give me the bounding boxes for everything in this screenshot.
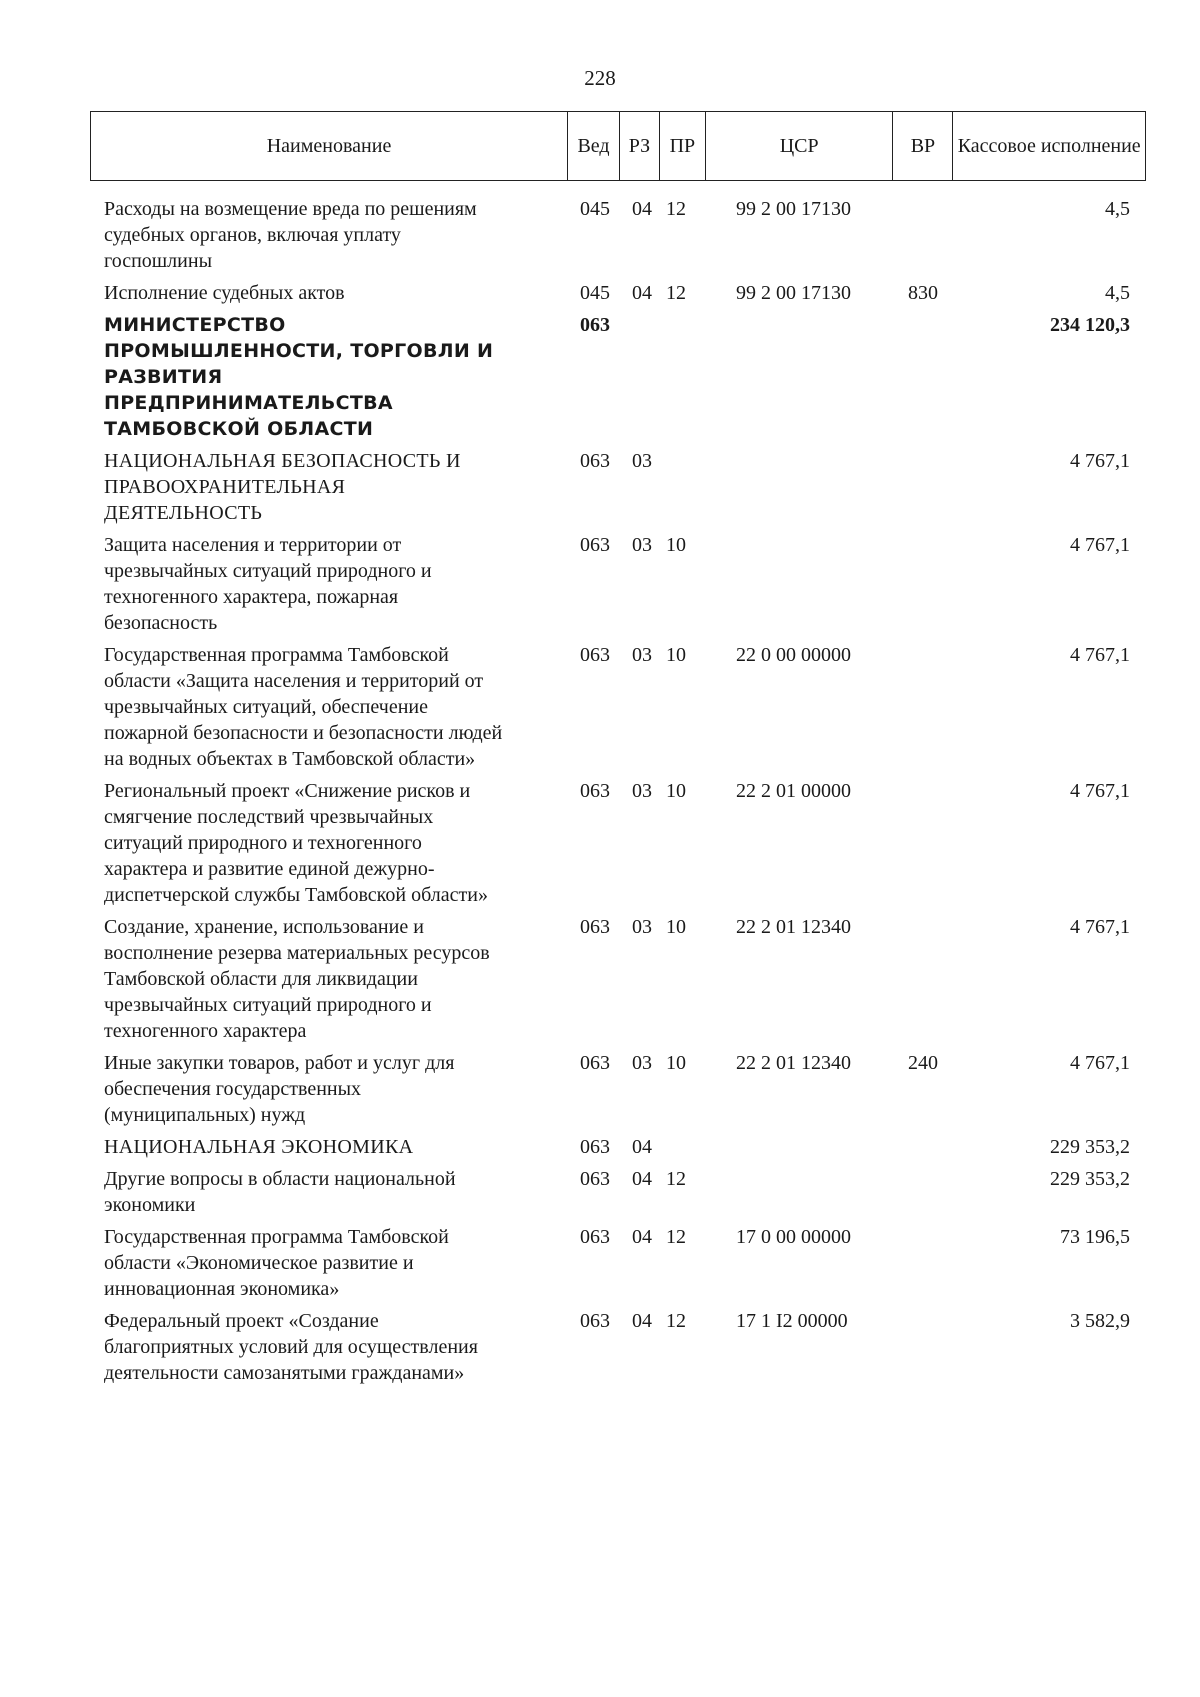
table-row: [90, 280, 1146, 306]
row-ved: 045: [580, 198, 610, 220]
row-rz: 04: [632, 1136, 652, 1158]
table-row: [90, 448, 1146, 526]
row-vr: [894, 642, 954, 772]
row-rz: 04: [632, 1310, 652, 1332]
row-vr: 830: [908, 282, 938, 304]
row-vr: 240: [908, 1052, 938, 1074]
row-csr: 22 2 01 12340: [736, 916, 851, 938]
row-ved: 063: [580, 450, 610, 472]
row-csr: 99 2 00 17130: [736, 198, 851, 220]
row-ved: 063: [580, 1226, 610, 1248]
row-pr: 10: [666, 534, 686, 556]
row-name: Создание, хранение, использование и восполнение резерва материальных ресурсов Тамбовской области для ликвидации чрезвычайных ситуаций природного и техногенного характера: [104, 916, 490, 1042]
row-rz: 03: [632, 780, 652, 802]
row-ved: 063: [580, 1310, 610, 1332]
row-amount: 4 767,1: [1070, 644, 1130, 666]
row-vr: [894, 448, 954, 526]
row-name: Государственная программа Тамбовской области «Защита населения и территорий от чрезвычайных ситуаций, обеспечение пожарной безопасности и безопасности людей на водных объектах в Тамбовской области»: [104, 644, 503, 770]
row-name: Иные закупки товаров, работ и услуг для обеспечения государственных (муниципальных) нужд: [104, 1052, 455, 1126]
row-name: Исполнение судебных актов: [104, 282, 345, 304]
row-csr: [706, 1166, 894, 1218]
row-amount: 4 767,1: [1070, 780, 1130, 802]
row-name: Защита населения и территории от чрезвычайных ситуаций природного и техногенного характера, пожарная безопасность: [104, 534, 432, 634]
table-row: [90, 312, 1146, 442]
row-pr: 12: [666, 198, 686, 220]
row-rz: 03: [632, 916, 652, 938]
row-csr: 22 2 01 00000: [736, 780, 851, 802]
row-pr: 12: [666, 1310, 686, 1332]
table-row: [90, 1308, 1146, 1386]
row-vr: [894, 532, 954, 636]
row-rz: [620, 312, 660, 442]
table-body: [90, 196, 1146, 1392]
row-csr: [706, 448, 894, 526]
row-name: НАЦИОНАЛЬНАЯ ЭКОНОМИКА: [104, 1136, 414, 1158]
row-csr: 22 2 01 12340: [736, 1052, 851, 1074]
row-pr: 10: [666, 780, 686, 802]
row-rz: 04: [632, 198, 652, 220]
header-vr: ВР: [893, 112, 953, 180]
row-pr: 12: [666, 1168, 686, 1190]
row-rz: 03: [632, 534, 652, 556]
row-rz: 03: [632, 1052, 652, 1074]
row-ved: 063: [580, 916, 610, 938]
header-csr: ЦСР: [706, 112, 894, 180]
row-pr: 10: [666, 1052, 686, 1074]
row-pr: 12: [666, 1226, 686, 1248]
row-vr: [894, 1224, 954, 1302]
table-header: [90, 111, 1146, 181]
row-csr: 99 2 00 17130: [736, 282, 851, 304]
row-name: Федеральный проект «Создание благоприятных условий для осуществления деятельности самозанятыми гражданами»: [104, 1310, 478, 1384]
page-number: 228: [584, 66, 616, 90]
row-csr: 17 1 I2 00000: [736, 1310, 848, 1332]
header-rz: РЗ: [620, 112, 660, 180]
row-amount: 4 767,1: [1070, 534, 1130, 556]
row-ved: 063: [580, 1052, 610, 1074]
row-amount: 3 582,9: [1070, 1310, 1130, 1332]
row-name: Расходы на возмещение вреда по решениям судебных органов, включая уплату госпошлины: [104, 198, 477, 272]
row-amount: 4 767,1: [1070, 450, 1130, 472]
table-row: [90, 532, 1146, 636]
table-row: [90, 642, 1146, 772]
row-name: Другие вопросы в области национальной экономики: [104, 1168, 456, 1216]
row-ved: 063: [580, 1168, 610, 1190]
table-row: [90, 1166, 1146, 1218]
row-ved: 063: [580, 644, 610, 666]
table-row: [90, 196, 1146, 274]
row-ved: 063: [580, 534, 610, 556]
row-ved: 063: [580, 314, 610, 336]
row-rz: 04: [632, 1226, 652, 1248]
row-csr: [706, 312, 894, 442]
row-csr: [706, 1134, 894, 1160]
row-amount: 229 353,2: [1050, 1168, 1130, 1190]
row-amount: 4,5: [1105, 198, 1130, 220]
row-vr: [894, 778, 954, 908]
row-pr: 10: [666, 916, 686, 938]
row-amount: 4,5: [1105, 282, 1130, 304]
row-name: МИНИСТЕРСТВО ПРОМЫШЛЕННОСТИ, ТОРГОВЛИ И РАЗВИТИЯ ПРЕДПРИНИМАТЕЛЬСТВА ТАМБОВСКОЙ ОБЛАСТИ: [104, 314, 494, 440]
table-row: [90, 1224, 1146, 1302]
table-row: [90, 1134, 1146, 1160]
row-ved: 045: [580, 282, 610, 304]
row-amount: 4 767,1: [1070, 1052, 1130, 1074]
row-vr: [894, 1166, 954, 1218]
table-row: [90, 1050, 1146, 1128]
row-amount: 73 196,5: [1060, 1226, 1130, 1248]
header-name: Наименование: [91, 112, 568, 180]
row-name: Региональный проект «Снижение рисков и смягчение последствий чрезвычайных ситуаций природного и техногенного характера и развитие единой дежурно-диспетчерской службы Тамбовской области»: [104, 780, 488, 906]
row-pr: [660, 1134, 706, 1160]
row-rz: 03: [632, 644, 652, 666]
row-amount: 4 767,1: [1070, 916, 1130, 938]
row-name: Государственная программа Тамбовской области «Экономическое развитие и инновационная экономика»: [104, 1226, 449, 1300]
row-pr: 12: [666, 282, 686, 304]
header-amount: Кассовое исполнение: [957, 134, 1141, 157]
row-amount: 234 120,3: [1050, 314, 1130, 336]
row-name: НАЦИОНАЛЬНАЯ БЕЗОПАСНОСТЬ И ПРАВООХРАНИТЕЛЬНАЯ ДЕЯТЕЛЬНОСТЬ: [104, 450, 461, 524]
row-vr: [894, 914, 954, 1044]
row-vr: [894, 1134, 954, 1160]
header-ved: Вед: [568, 112, 620, 180]
table-row: [90, 914, 1146, 1044]
row-pr: [660, 448, 706, 526]
row-amount: 229 353,2: [1050, 1136, 1130, 1158]
row-pr: [660, 312, 706, 442]
row-csr: 22 0 00 00000: [736, 644, 851, 666]
header-pr: ПР: [660, 112, 706, 180]
row-csr: [706, 532, 894, 636]
row-ved: 063: [580, 780, 610, 802]
table-row: [90, 778, 1146, 908]
row-ved: 063: [580, 1136, 610, 1158]
row-pr: 10: [666, 644, 686, 666]
row-rz: 04: [632, 1168, 652, 1190]
row-vr: [894, 312, 954, 442]
row-vr: [894, 196, 954, 274]
row-vr: [894, 1308, 954, 1386]
row-rz: 03: [632, 450, 652, 472]
row-rz: 04: [632, 282, 652, 304]
row-csr: 17 0 00 00000: [736, 1226, 851, 1248]
